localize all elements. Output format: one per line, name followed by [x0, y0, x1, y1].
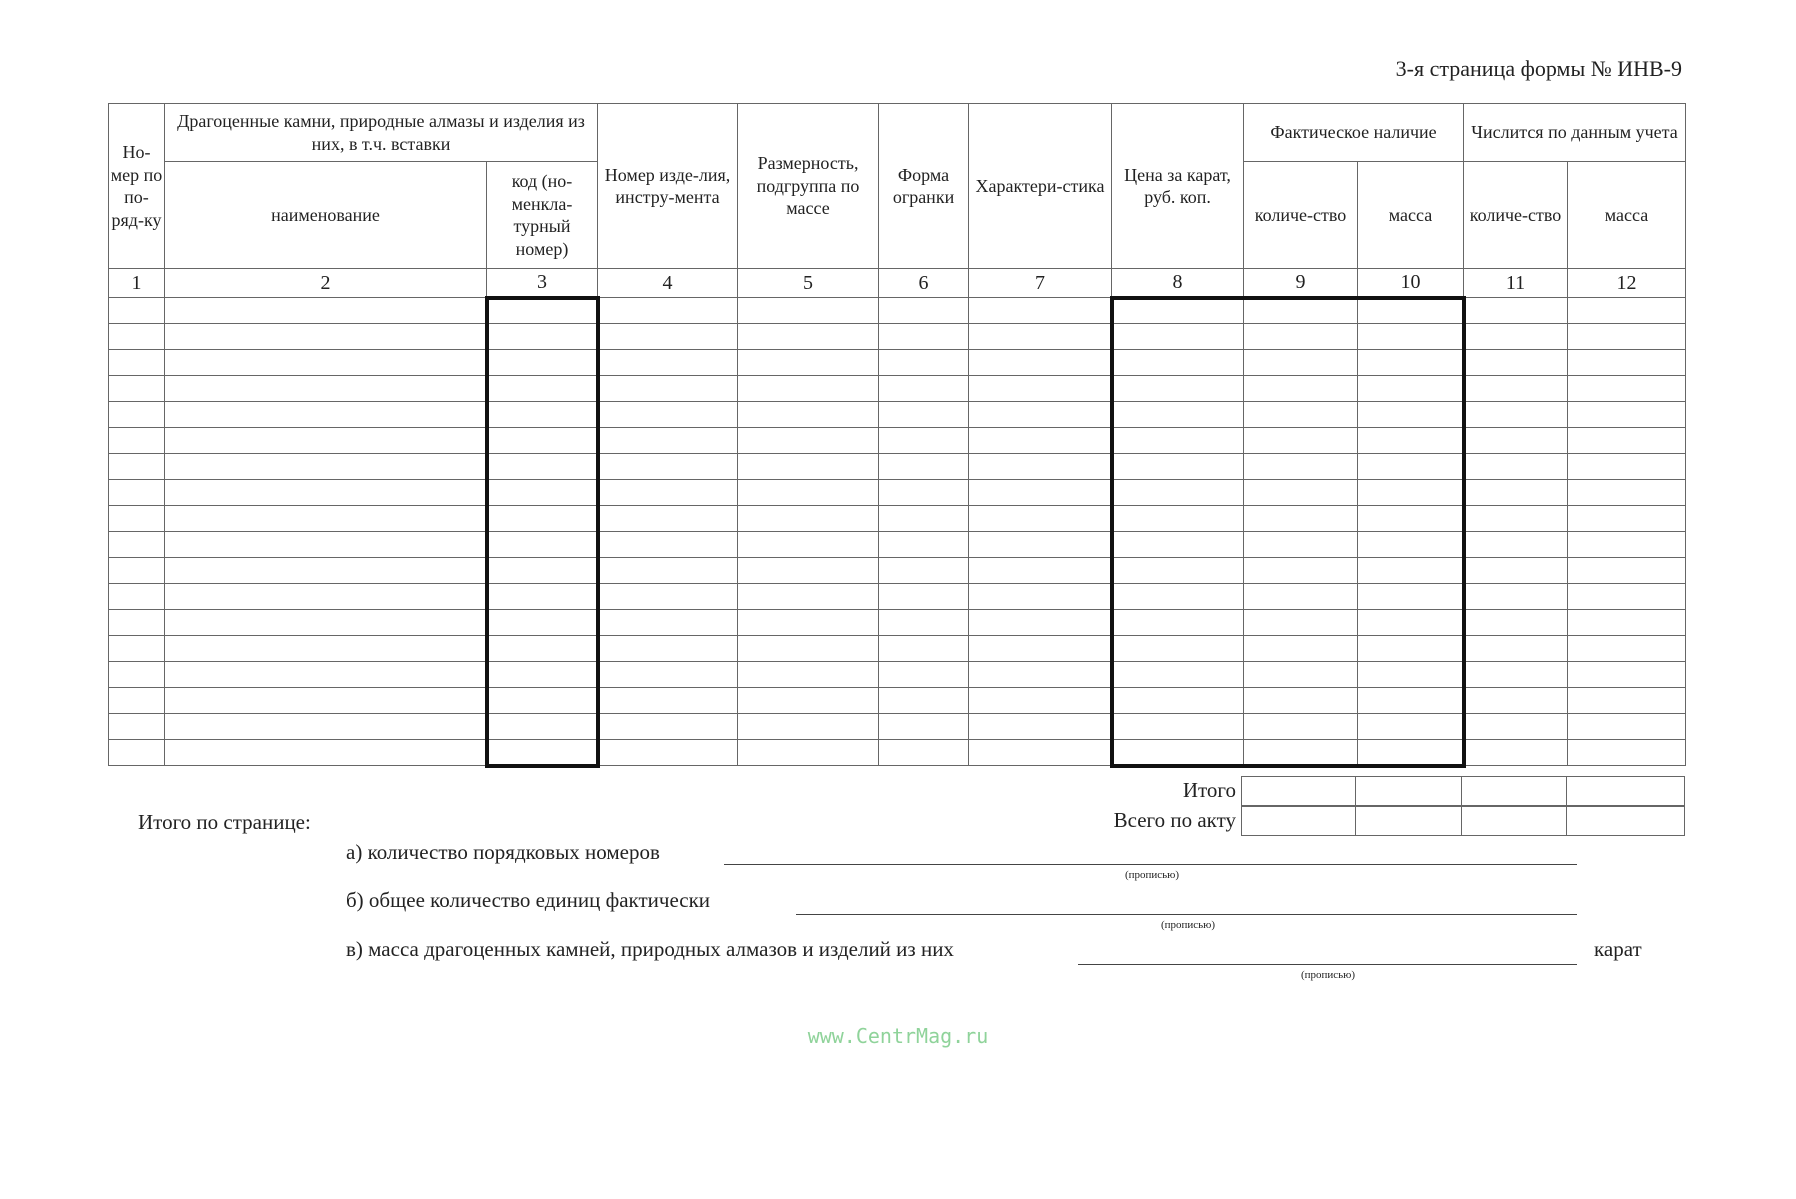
table-cell[interactable] [109, 688, 165, 714]
table-body [109, 298, 1686, 766]
table-cell[interactable] [1244, 636, 1358, 662]
line-a-hint: (прописью) [1124, 869, 1180, 881]
table-cell[interactable] [879, 428, 969, 454]
table-cell[interactable] [879, 740, 969, 766]
table-cell[interactable] [1358, 350, 1464, 376]
table-row [109, 324, 1686, 350]
table-cell[interactable] [598, 532, 738, 558]
table-cell[interactable] [487, 636, 598, 662]
vsego-label: Всего по акту [1113, 808, 1236, 832]
table-cell[interactable] [1358, 506, 1464, 532]
table-cell[interactable] [1568, 636, 1686, 662]
table-cell[interactable] [879, 714, 969, 740]
table-cell[interactable] [1464, 688, 1568, 714]
line-c-field[interactable] [1078, 964, 1577, 965]
table-cell[interactable] [165, 584, 487, 610]
table-cell[interactable] [738, 714, 879, 740]
table-cell[interactable] [969, 636, 1112, 662]
page-title: 3-я страница формы № ИНВ-9 [1395, 56, 1682, 81]
table-row [109, 688, 1686, 714]
table-cell[interactable] [1244, 714, 1358, 740]
table-cell[interactable] [598, 324, 738, 350]
table-cell[interactable] [487, 454, 598, 480]
table-cell[interactable] [165, 506, 487, 532]
table-cell[interactable] [1568, 350, 1686, 376]
table-cell[interactable] [487, 740, 598, 766]
table-cell[interactable] [598, 350, 738, 376]
line-b-field[interactable] [796, 914, 1577, 915]
table-cell[interactable] [598, 480, 738, 506]
table-cell[interactable] [1568, 558, 1686, 584]
header-col-10: масса [1358, 162, 1464, 269]
table-cell[interactable] [1568, 402, 1686, 428]
table-cell[interactable] [879, 376, 969, 402]
table-cell[interactable] [1568, 688, 1686, 714]
table-cell[interactable] [738, 688, 879, 714]
table-cell[interactable] [598, 662, 738, 688]
table-cell[interactable] [1464, 532, 1568, 558]
table-cell[interactable] [1464, 454, 1568, 480]
vsego-cell[interactable] [1566, 807, 1684, 836]
table-cell[interactable] [879, 454, 969, 480]
table-cell[interactable] [879, 506, 969, 532]
table-cell[interactable] [1464, 584, 1568, 610]
header-col-9: количе-ство [1244, 162, 1358, 269]
table-cell[interactable] [879, 636, 969, 662]
table-cell[interactable] [879, 480, 969, 506]
table-cell[interactable] [738, 324, 879, 350]
table-cell[interactable] [879, 662, 969, 688]
table-cell[interactable] [1112, 532, 1244, 558]
table-cell[interactable] [1568, 662, 1686, 688]
column-number: 8 [1112, 269, 1244, 298]
table-cell[interactable] [165, 428, 487, 454]
table-cell[interactable] [1112, 376, 1244, 402]
table-cell[interactable] [969, 584, 1112, 610]
table-cell[interactable] [109, 740, 165, 766]
table-cell[interactable] [598, 636, 738, 662]
table-cell[interactable] [598, 506, 738, 532]
table-cell[interactable] [165, 454, 487, 480]
table-cell[interactable] [1244, 610, 1358, 636]
table-cell[interactable] [109, 532, 165, 558]
vsego-row [1241, 806, 1685, 836]
table-cell[interactable] [879, 688, 969, 714]
vsego-cell[interactable] [1462, 807, 1566, 836]
table-cell[interactable] [879, 324, 969, 350]
table-cell[interactable] [109, 298, 165, 324]
table-cell[interactable] [1464, 428, 1568, 454]
table-cell[interactable] [487, 714, 598, 740]
watermark: www.CentrMag.ru [807, 1024, 989, 1048]
itogo-cell[interactable] [1356, 777, 1462, 806]
table-row [109, 558, 1686, 584]
table-cell[interactable] [1568, 506, 1686, 532]
table-cell[interactable] [109, 376, 165, 402]
table-cell[interactable] [738, 584, 879, 610]
table-cell[interactable] [969, 324, 1112, 350]
table-cell[interactable] [487, 428, 598, 454]
table-cell[interactable] [969, 558, 1112, 584]
table-cell[interactable] [1358, 584, 1464, 610]
page-total-label: Итого по странице: [138, 810, 311, 834]
column-number: 3 [487, 269, 598, 298]
header-group-records: Числится по данным учета [1464, 104, 1686, 162]
table-cell[interactable] [165, 558, 487, 584]
table-cell[interactable] [1568, 324, 1686, 350]
header-col-8: Цена за карат, руб. коп. [1112, 104, 1244, 269]
table-cell[interactable] [738, 428, 879, 454]
line-c-unit: карат [1594, 937, 1642, 961]
table-row [109, 740, 1686, 766]
table-row [109, 480, 1686, 506]
table-cell[interactable] [598, 454, 738, 480]
table-cell[interactable] [738, 610, 879, 636]
table-cell[interactable] [1244, 662, 1358, 688]
itogo-label: Итого [1182, 778, 1236, 802]
table-cell[interactable] [165, 610, 487, 636]
table-cell[interactable] [109, 558, 165, 584]
table-cell[interactable] [969, 714, 1112, 740]
table-cell[interactable] [969, 480, 1112, 506]
table-cell[interactable] [1112, 298, 1244, 324]
column-number: 5 [738, 269, 879, 298]
table-cell[interactable] [738, 636, 879, 662]
table-cell[interactable] [738, 532, 879, 558]
table-cell[interactable] [738, 376, 879, 402]
table-cell[interactable] [1112, 402, 1244, 428]
table-cell[interactable] [165, 636, 487, 662]
table-row [109, 402, 1686, 428]
table-cell[interactable] [1464, 298, 1568, 324]
table-cell[interactable] [1464, 376, 1568, 402]
table-cell[interactable] [487, 662, 598, 688]
table-cell[interactable] [1244, 558, 1358, 584]
table-cell[interactable] [598, 376, 738, 402]
table-cell[interactable] [969, 428, 1112, 454]
header-col-5: Размерность, подгруппа по массе [738, 104, 879, 269]
table-cell[interactable] [165, 532, 487, 558]
table-cell[interactable] [487, 376, 598, 402]
table-cell[interactable] [487, 610, 598, 636]
table-cell[interactable] [598, 428, 738, 454]
header-col-4: Номер изде-лия, инстру-мента [598, 104, 738, 269]
column-number: 1 [109, 269, 165, 298]
table-cell[interactable] [1568, 740, 1686, 766]
table-cell[interactable] [969, 688, 1112, 714]
table-cell[interactable] [487, 688, 598, 714]
table-row [109, 714, 1686, 740]
line-a-field[interactable] [724, 864, 1577, 865]
table-cell[interactable] [1464, 402, 1568, 428]
table-cell[interactable] [1244, 402, 1358, 428]
table-cell[interactable] [487, 558, 598, 584]
table-cell[interactable] [969, 610, 1112, 636]
table-cell[interactable] [738, 454, 879, 480]
header-col-2: наименование [165, 162, 487, 269]
table-cell[interactable] [1244, 376, 1358, 402]
line-a-label: а) количество порядковых номеров [346, 840, 660, 864]
line-c-hint: (прописью) [1300, 969, 1356, 981]
table-cell[interactable] [1112, 688, 1244, 714]
header-col-3: код (но-менкла-турный номер) [487, 162, 598, 269]
table-cell[interactable] [969, 376, 1112, 402]
column-numbers-row [109, 269, 1686, 298]
header-col-1: Но-мер по по-ряд-ку [109, 104, 165, 269]
table-cell[interactable] [738, 558, 879, 584]
table-cell[interactable] [109, 428, 165, 454]
table-cell[interactable] [879, 610, 969, 636]
table-cell[interactable] [165, 402, 487, 428]
column-number: 9 [1244, 269, 1358, 298]
vsego-cell[interactable] [1242, 807, 1356, 836]
table-cell[interactable] [487, 402, 598, 428]
table-cell[interactable] [1112, 662, 1244, 688]
table-cell[interactable] [879, 298, 969, 324]
table-cell[interactable] [109, 402, 165, 428]
table-cell[interactable] [487, 584, 598, 610]
table-cell[interactable] [598, 740, 738, 766]
column-number: 10 [1358, 269, 1464, 298]
table-cell[interactable] [598, 610, 738, 636]
header-row-1 [109, 104, 1686, 162]
table-cell[interactable] [1358, 532, 1464, 558]
table-row [109, 506, 1686, 532]
table-cell[interactable] [598, 584, 738, 610]
table-cell[interactable] [1244, 480, 1358, 506]
table-cell[interactable] [1112, 428, 1244, 454]
table-cell[interactable] [1464, 480, 1568, 506]
table-cell[interactable] [165, 480, 487, 506]
table-cell[interactable] [879, 350, 969, 376]
table-row [109, 428, 1686, 454]
table-row [109, 376, 1686, 402]
table-cell[interactable] [738, 662, 879, 688]
table-cell[interactable] [1358, 714, 1464, 740]
table-cell[interactable] [598, 714, 738, 740]
table-cell[interactable] [109, 324, 165, 350]
table-cell[interactable] [1112, 558, 1244, 584]
table-row [109, 298, 1686, 324]
table-cell[interactable] [969, 532, 1112, 558]
table-cell[interactable] [165, 298, 487, 324]
table-cell[interactable] [738, 298, 879, 324]
table-cell[interactable] [1568, 428, 1686, 454]
column-number: 11 [1464, 269, 1568, 298]
itogo-cell[interactable] [1566, 777, 1684, 806]
column-number: 4 [598, 269, 738, 298]
table-cell[interactable] [109, 480, 165, 506]
table-cell[interactable] [1112, 454, 1244, 480]
table-cell[interactable] [738, 402, 879, 428]
table-cell[interactable] [1464, 636, 1568, 662]
table-cell[interactable] [1568, 454, 1686, 480]
table-cell[interactable] [1244, 350, 1358, 376]
table-cell[interactable] [1464, 662, 1568, 688]
table-cell[interactable] [1244, 688, 1358, 714]
table-cell[interactable] [738, 480, 879, 506]
table-cell[interactable] [487, 298, 598, 324]
table-cell[interactable] [969, 402, 1112, 428]
header-col-12: масса [1568, 162, 1686, 269]
table-cell[interactable] [598, 402, 738, 428]
table-cell[interactable] [1568, 298, 1686, 324]
table-cell[interactable] [1358, 662, 1464, 688]
table-cell[interactable] [1568, 480, 1686, 506]
table-cell[interactable] [1464, 350, 1568, 376]
table-row [109, 350, 1686, 376]
column-number: 2 [165, 269, 487, 298]
table-cell[interactable] [109, 610, 165, 636]
header-group-actual: Фактическое наличие [1244, 104, 1464, 162]
table-cell[interactable] [109, 350, 165, 376]
table-row [109, 532, 1686, 558]
header-col-11: количе-ство [1464, 162, 1568, 269]
table-cell[interactable] [1244, 298, 1358, 324]
table-cell[interactable] [1244, 428, 1358, 454]
table-cell[interactable] [879, 584, 969, 610]
table-cell[interactable] [1358, 558, 1464, 584]
inventory-table [108, 103, 1686, 768]
table-cell[interactable] [1358, 376, 1464, 402]
table-cell[interactable] [1112, 584, 1244, 610]
table-cell[interactable] [1568, 584, 1686, 610]
table-cell[interactable] [969, 740, 1112, 766]
table-row [109, 584, 1686, 610]
column-number: 12 [1568, 269, 1686, 298]
table-cell[interactable] [1464, 324, 1568, 350]
line-b-hint: (прописью) [1160, 919, 1216, 931]
table-cell[interactable] [1464, 506, 1568, 532]
table-cell[interactable] [1568, 532, 1686, 558]
table-cell[interactable] [487, 350, 598, 376]
table-cell[interactable] [1358, 402, 1464, 428]
table-cell[interactable] [1112, 350, 1244, 376]
line-b-label: б) общее количество единиц фактически [346, 888, 711, 912]
table-cell[interactable] [165, 714, 487, 740]
table-cell[interactable] [165, 740, 487, 766]
table-cell[interactable] [1358, 740, 1464, 766]
table-cell[interactable] [969, 350, 1112, 376]
table-cell[interactable] [1112, 610, 1244, 636]
table-cell[interactable] [598, 688, 738, 714]
table-cell[interactable] [1358, 298, 1464, 324]
header-col-7: Характери-стика [969, 104, 1112, 269]
table-cell[interactable] [1358, 324, 1464, 350]
table-cell[interactable] [1112, 506, 1244, 532]
table-cell[interactable] [165, 350, 487, 376]
table-cell[interactable] [165, 688, 487, 714]
table-row [109, 662, 1686, 688]
table-cell[interactable] [738, 350, 879, 376]
itogo-cell[interactable] [1462, 777, 1566, 806]
table-cell[interactable] [1112, 480, 1244, 506]
table-cell[interactable] [969, 662, 1112, 688]
table-cell[interactable] [109, 662, 165, 688]
table-cell[interactable] [1358, 428, 1464, 454]
table-cell[interactable] [598, 298, 738, 324]
column-number: 6 [879, 269, 969, 298]
vsego-cell[interactable] [1356, 807, 1462, 836]
table-cell[interactable] [1464, 610, 1568, 636]
table-cell[interactable] [1244, 454, 1358, 480]
table-cell[interactable] [165, 662, 487, 688]
table-cell[interactable] [109, 454, 165, 480]
table-cell[interactable] [1244, 584, 1358, 610]
table-cell[interactable] [1112, 324, 1244, 350]
table-cell[interactable] [879, 402, 969, 428]
itogo-cell[interactable] [1242, 777, 1356, 806]
table-cell[interactable] [165, 324, 487, 350]
table-cell[interactable] [109, 506, 165, 532]
table-row [109, 454, 1686, 480]
table-cell[interactable] [598, 558, 738, 584]
line-c-label: в) масса драгоценных камней, природных алмазов и изделий из них [346, 937, 954, 961]
table-cell[interactable] [1568, 376, 1686, 402]
table-cell[interactable] [969, 298, 1112, 324]
table-cell[interactable] [1112, 740, 1244, 766]
table-cell[interactable] [1358, 454, 1464, 480]
table-cell[interactable] [738, 506, 879, 532]
table-cell[interactable] [109, 584, 165, 610]
table-cell[interactable] [165, 376, 487, 402]
table-cell[interactable] [879, 532, 969, 558]
table-cell[interactable] [487, 480, 598, 506]
table-cell[interactable] [1358, 688, 1464, 714]
table-cell[interactable] [1464, 558, 1568, 584]
table-cell[interactable] [1358, 636, 1464, 662]
table-cell[interactable] [487, 324, 598, 350]
table-cell[interactable] [1568, 610, 1686, 636]
table-cell[interactable] [1112, 714, 1244, 740]
table-cell[interactable] [1112, 636, 1244, 662]
header-col-6: Форма огранки [879, 104, 969, 269]
table-cell[interactable] [738, 740, 879, 766]
column-number: 7 [969, 269, 1112, 298]
table-cell[interactable] [1244, 740, 1358, 766]
table-cell[interactable] [1568, 714, 1686, 740]
itogo-row [1241, 776, 1685, 806]
table-cell[interactable] [1358, 480, 1464, 506]
table-cell[interactable] [109, 714, 165, 740]
table-cell[interactable] [1244, 506, 1358, 532]
header-group-stones: Драгоценные камни, природные алмазы и изделия из них, в т.ч. вставки [165, 104, 598, 162]
table-cell[interactable] [1464, 740, 1568, 766]
table-cell[interactable] [969, 506, 1112, 532]
table-row [109, 610, 1686, 636]
table-cell[interactable] [487, 506, 598, 532]
table-row [109, 636, 1686, 662]
table-cell[interactable] [1244, 532, 1358, 558]
table-cell[interactable] [969, 454, 1112, 480]
table-cell[interactable] [109, 636, 165, 662]
table-cell[interactable] [1464, 714, 1568, 740]
table-cell[interactable] [1358, 610, 1464, 636]
table-cell[interactable] [1244, 324, 1358, 350]
table-cell[interactable] [879, 558, 969, 584]
table-cell[interactable] [487, 532, 598, 558]
